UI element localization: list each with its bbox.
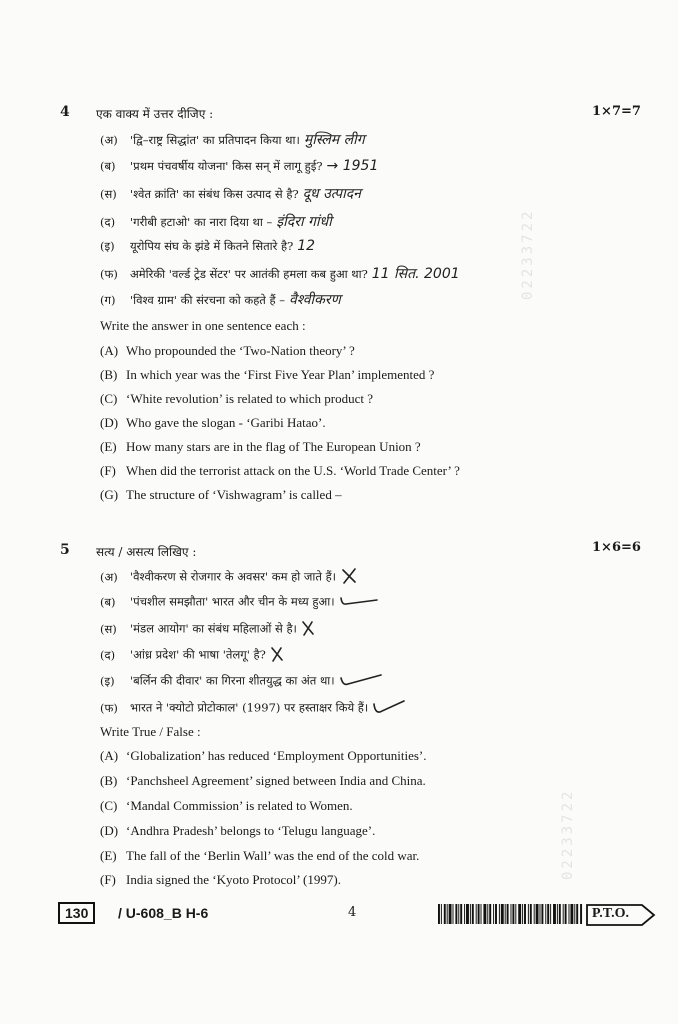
question-5-hindi-instruction: सत्य / असत्य लिखिए : [96, 545, 197, 559]
q5-hindi-item: (स) 'मंडल आयोग' का संबंध महिलाओं से है। [100, 620, 315, 639]
q4-english-item: (B) In which year was the ‘First Five Year Plan’ implemented ? [100, 367, 435, 382]
question-5-number: 5 [60, 542, 70, 558]
q4-hindi-item: (स) 'श्वेत क्रांति' का संबंध किस उत्पाद से है? दूध उत्पादन [100, 186, 361, 202]
page-number: 4 [348, 905, 357, 920]
tick-mark-icon [372, 698, 406, 719]
q4-hindi-item: (ब) 'प्रथम पंचवर्षीय योजना' किस सन् में लागू हुई? → 1951 [100, 158, 379, 174]
q4-english-item: (G) The structure of ‘Vishwagram’ is called – [100, 487, 342, 502]
q4-hindi-item: (अ) 'द्वि–राष्ट्र सिद्धांत' का प्रतिपादन किया था। मुस्लिम लीग [100, 132, 365, 148]
handwritten-answer: इंदिरा गांधी [276, 214, 332, 230]
q4-hindi-item: (फ) अमेरिकी 'वर्ल्ड ट्रेड सेंटर' पर आतंकी हमला कब हुआ था? 11 सित. 2001 [100, 266, 460, 282]
q5-english-item: (A) ‘Globalization’ has reduced ‘Employment Opportunities’. [100, 748, 427, 763]
watermark: 02233722 [560, 788, 576, 880]
q4-hindi-item: (द) 'गरीबी हटाओ' का नारा दिया था – इंदिरा गांधी [100, 214, 332, 230]
question-4-hindi-instruction: एक वाक्य में उत्तर दीजिए : [96, 107, 214, 121]
q4-english-item: (A) Who propounded the ‘Two-Nation theory’ ? [100, 343, 355, 358]
page-box: 130 [58, 902, 95, 924]
watermark: 02233722 [520, 208, 536, 300]
tick-mark-icon [339, 594, 379, 611]
question-5-english-instruction: Write True / False : [100, 724, 201, 739]
handwritten-answer: → 1951 [326, 158, 379, 174]
handwritten-answer: वैश्वीकरण [289, 292, 341, 308]
q5-hindi-item: (फ) भारत ने 'क्योटो प्रोटोकाल' (1997) पर हस्ताक्षर किये हैं। [100, 698, 406, 719]
q4-english-item: (D) Who gave the slogan - ‘Garibi Hatao’. [100, 415, 326, 430]
handwritten-answer: 11 सित. 2001 [371, 266, 460, 282]
question-4-marks: 1×7=7 [592, 104, 641, 119]
barcode [438, 904, 583, 924]
handwritten-answer: 12 [297, 238, 316, 254]
q4-hindi-item: (ग) 'विश्व ग्राम' की संरचना को कहते हैं – वैश्वीकरण [100, 292, 341, 308]
handwritten-answer: दूध उत्पादन [302, 186, 361, 202]
q5-english-item: (D) ‘Andhra Pradesh’ belongs to ‘Telugu language’. [100, 823, 376, 838]
question-5-marks: 1×6=6 [592, 540, 641, 555]
question-4-number: 4 [60, 104, 70, 120]
q4-english-item: (E) How many stars are in the flag of The European Union ? [100, 439, 421, 454]
page-footer [58, 902, 658, 932]
q5-english-item: (E) The fall of the ‘Berlin Wall’ was the end of the cold war. [100, 848, 420, 863]
pto-arrow [586, 902, 656, 932]
tick-mark-icon [339, 672, 383, 691]
q5-english-item: (C) ‘Mandal Commission’ is related to Women. [100, 798, 353, 813]
q5-hindi-item: (ब) 'पंचशील समझौता' भारत और चीन के मध्य हुआ। [100, 594, 379, 611]
question-4-english-instruction: Write the answer in one sentence each : [100, 318, 306, 333]
paper-code: / U-608_B H-6 [118, 905, 209, 921]
q5-english-item: (B) ‘Panchsheel Agreement’ signed between India and China. [100, 773, 426, 788]
q5-hindi-item: (अ) 'वैश्वीकरण से रोजगार के अवसर' कम हो जाते हैं। [100, 568, 358, 587]
pto-label: P.T.O. [592, 906, 629, 921]
handwritten-answer: मुस्लिम लीग [303, 132, 365, 148]
q5-hindi-item: (द) 'आंध्र प्रदेश' की भाषा 'तेलगू' है? [100, 646, 284, 665]
q5-hindi-item: (इ) 'बर्लिन की दीवार' का गिरना शीतयुद्ध का अंत था। [100, 672, 383, 691]
cross-mark-icon [270, 646, 284, 665]
cross-mark-icon [301, 620, 315, 639]
cross-mark-icon [340, 568, 358, 587]
q5-english-item: (F) India signed the ‘Kyoto Protocol’ (1997). [100, 872, 341, 887]
q4-hindi-item: (इ) यूरोपिय संघ के झंडे में कितने सितारे है? 12 [100, 238, 316, 254]
q4-english-item: (C) ‘White revolution’ is related to which product ? [100, 391, 374, 406]
q4-english-item: (F) When did the terrorist attack on the U.S. ‘World Trade Center’ ? [100, 463, 460, 478]
